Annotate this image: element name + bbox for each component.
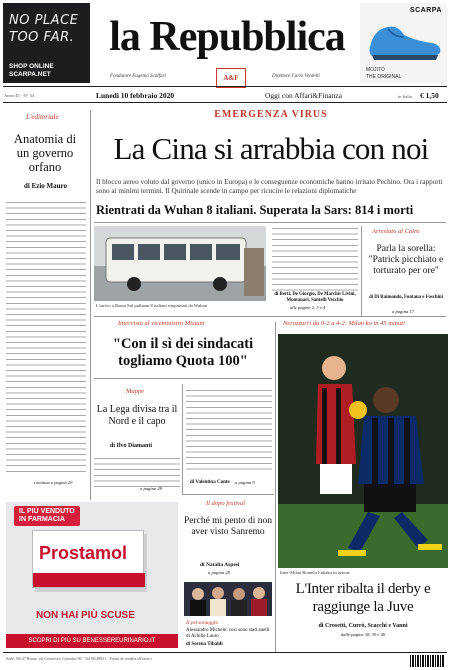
ad-model-2: THE ORIGINAL	[366, 74, 402, 80]
conte-body	[186, 388, 272, 474]
interview-kicker: Intervista al viceministro Misiani	[118, 320, 205, 327]
lead-photo[interactable]	[94, 226, 266, 301]
shoe-image	[364, 17, 444, 63]
lega-author: di Ilvo Diamanti	[110, 443, 153, 449]
festival-title[interactable]: Perché mi pento di non aver visto Sanremo	[183, 516, 273, 537]
section-kicker-emergency: EMERGENZA VIRUS	[214, 109, 328, 120]
arrest-author: di Di Raimondo, Fontana e Foschini	[369, 295, 443, 300]
lega-title[interactable]: La Lega divisa tra il Nord e il capo	[96, 404, 178, 427]
arrest-title[interactable]: Parla la sorella: "Patrick picchiato e torturato per ore"	[368, 244, 444, 276]
director-line: Direttore Carlo Verdelli	[272, 74, 320, 79]
editorial-continue: continua a pagina 29	[34, 480, 73, 485]
issue-date: Lunedì 10 febbraio 2020	[96, 91, 175, 100]
divider	[3, 652, 447, 653]
conte-pages: a pagina 9	[235, 480, 255, 485]
lead-photo-caption: L'arrivo a Roma Sul pullman 8 italiani rimpatriati da Wuhan	[96, 303, 207, 308]
editorial-body	[6, 200, 86, 475]
lukaku-image	[278, 334, 448, 568]
scarpa-ad-left[interactable]	[3, 3, 90, 83]
lead-pages: alle pagine 2, 3 e 4	[290, 305, 326, 310]
people-author: di Serena Tibaldi	[186, 642, 223, 647]
lead-body	[272, 226, 358, 292]
divider	[182, 494, 274, 495]
editorial-kicker: L'editoriale	[26, 113, 59, 121]
sport-authors: di Crosetti, Currò, Scacchi e Vanni	[318, 623, 408, 629]
divider	[94, 378, 272, 379]
interview-quote[interactable]: "Con il sì dei sindacati togliamo Quota 100"	[112, 336, 254, 369]
ad-model-1: MOJITO	[366, 67, 385, 73]
column-divider	[275, 322, 276, 652]
festival-author: di Natalia Aspesi	[200, 562, 240, 568]
festival-pages: a pagina 29	[208, 570, 230, 575]
price-italy-label: in Italia	[398, 94, 412, 99]
ad-slogan-2: TOO FAR.	[9, 30, 75, 45]
arrest-pages: a pagina 17	[392, 309, 414, 314]
conte-author: di Valentina Conte	[190, 480, 230, 485]
supplement-note: Oggi con Affari&Finanza	[265, 91, 342, 100]
divider	[3, 102, 447, 103]
scarpa-ad-right[interactable]	[360, 3, 447, 83]
prostamol-ad[interactable]	[6, 502, 178, 648]
ad-footer[interactable]: SCOPRI DI PIÙ SU BENESSEREURINARIO.IT	[6, 634, 178, 648]
barcode	[410, 655, 444, 667]
lead-bylines: di Berti, De Giorgio, De Marchis Livini, Montanari, Santelli Vecchio	[274, 292, 356, 303]
people-kicker: Il personaggio	[186, 620, 219, 626]
sport-headline[interactable]: L'Inter ribalta il derby e raggiunge la Juve	[295, 581, 431, 615]
sport-caption: Inter-Milan Romelu Lukaku in azione	[280, 570, 350, 575]
sport-photo[interactable]	[278, 334, 448, 568]
ae-logo: A&F	[216, 68, 246, 88]
lead-headline[interactable]: La Cina si arrabbia con noi	[113, 131, 429, 166]
ad-brand: SCARPA	[409, 7, 442, 14]
footer-note: Sede: 00147 Roma, via Cristoforo Colombo 90 · Tel 06/49821 · Prezzi di vendita all'estero	[6, 656, 152, 661]
column-divider	[361, 226, 362, 316]
product-box	[32, 530, 144, 588]
stage-image	[184, 582, 272, 616]
masthead-title[interactable]: la Repubblica	[109, 14, 345, 60]
ad-badge-line-2: IN FARMACIA	[19, 516, 65, 523]
ad-cta-url: SCARPA.NET	[9, 71, 51, 78]
founder-line: Fondatore Eugenio Scalfari	[110, 74, 166, 79]
ad-badge-line-1: IL PIÙ VENDUTO	[19, 508, 75, 515]
divider	[3, 86, 447, 87]
lega-pages: a pagina 28	[140, 486, 162, 491]
arrest-kicker: Arrestato al Cairo	[372, 228, 420, 235]
lead-deck: Il blocco aereo voluto dal governo (unico in Europa) e le conseguenze economiche hanno irritato Pechino. Ora i rapporti sono ai minimi termini. Il Quirinale scende in campo per ricucire le relazioni diplomatiche	[96, 178, 443, 195]
ad-tagline: NON HAI PIÙ SCUSE	[36, 610, 135, 621]
price: € 1,50	[420, 91, 439, 100]
sport-pages: dalle pagine 38, 39 e 40	[340, 632, 386, 637]
divider	[94, 222, 446, 223]
column-divider	[182, 384, 183, 494]
editorial-author: di Ezio Mauro	[24, 182, 68, 190]
bus-image	[94, 226, 266, 301]
product-stripe	[33, 573, 145, 587]
ad-cta-shop: SHOP ONLINE	[9, 63, 54, 70]
festival-kicker: Il dopo festival	[206, 500, 245, 507]
people-text[interactable]: Alessandro Michele: così sono stati anelli di Achille Lauro	[186, 628, 270, 639]
ad-badge	[14, 506, 80, 526]
issue-number: Anno 45 · N° 34	[4, 93, 35, 98]
lega-body	[94, 456, 180, 490]
sport-kicker: Nerazzurri da 0-2 a 4-2: Milan ko in 45 minuti	[283, 320, 405, 327]
lead-subhead[interactable]: Rientrati da Wuhan 8 italiani. Superata la Sars: 814 i morti	[96, 203, 414, 217]
lega-kicker: Mappe	[126, 388, 145, 395]
column-divider	[90, 110, 91, 500]
editorial-title[interactable]: Anatomia di un governo orfano	[13, 132, 77, 174]
divider	[94, 316, 446, 317]
ad-slogan-1: NO PLACE	[9, 13, 79, 28]
sanremo-photo[interactable]	[184, 582, 272, 616]
product-brand: Prostamol	[39, 543, 128, 563]
